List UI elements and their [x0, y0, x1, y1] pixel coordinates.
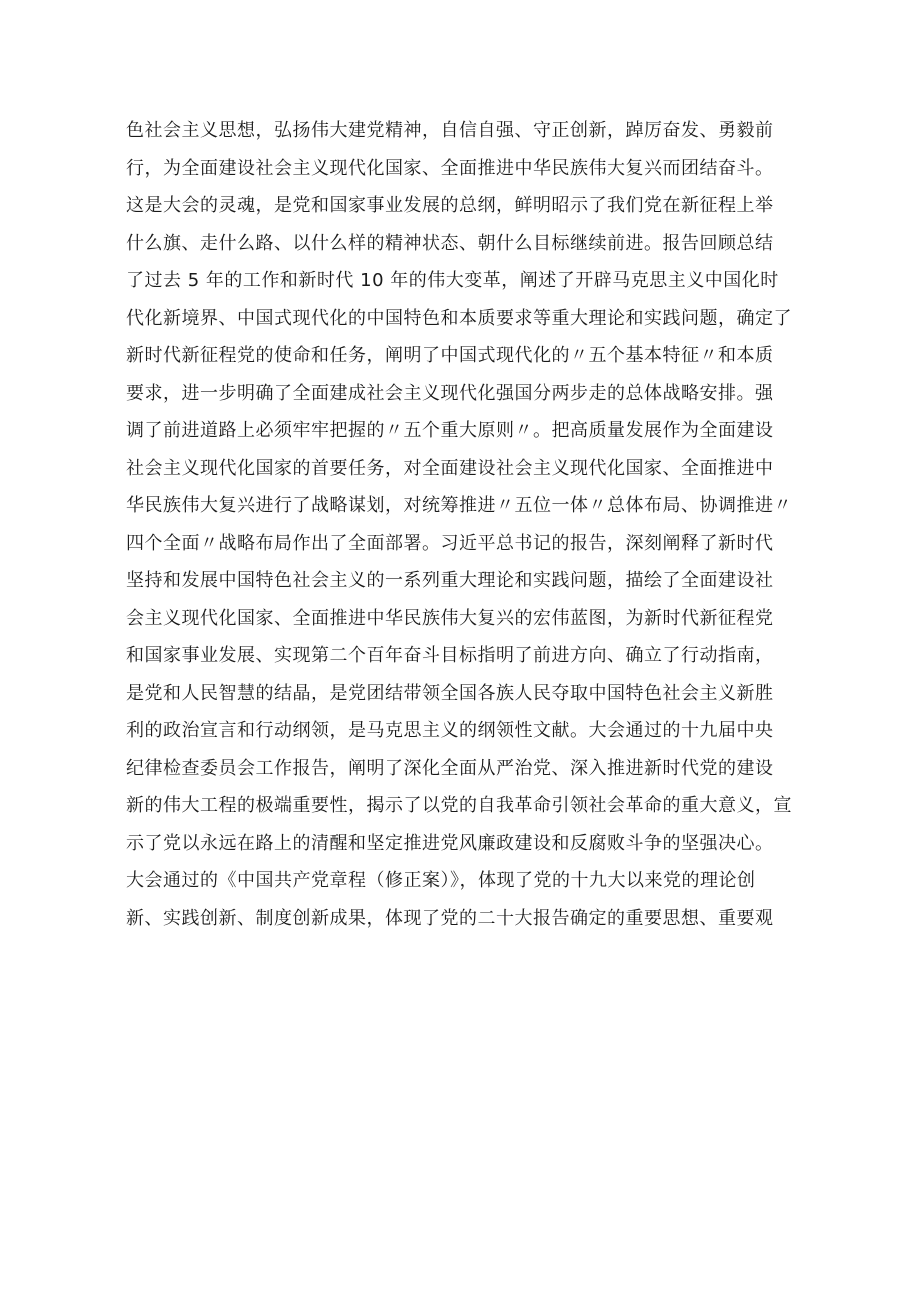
text-line: 色社会主义思想，弘扬伟大建党精神，自信自强、守正创新，踔厉奋发、勇毅前	[126, 120, 774, 141]
text-line: 是党和人民智慧的结晶，是党团结带领全国各族人民夺取中国特色社会主义新胜	[126, 682, 774, 704]
text-line: 新的伟大工程的极端重要性，揭示了以党的自我革命引领社会革命的重大意义，宣	[126, 795, 792, 816]
text-line: 会主义现代化国家、全面推进中华民族伟大复兴的宏伟蓝图，为新时代新征程党	[126, 607, 774, 629]
text-line: 利的政治宣言和行动纲领，是马克思主义的纲领性文献。大会通过的十九届中央	[126, 720, 774, 741]
text-line: 大会通过的《中国共产党章程（修正案）》，体现了党的十九大以来党的理论创	[126, 870, 756, 891]
text-line: 坚持和发展中国特色社会主义的一系列重大理论和实践问题，描绘了全面建设社	[126, 570, 774, 591]
text-line: 代化新境界、中国式现代化的中国特色和本质要求等重大理论和实践问题，确定了	[126, 307, 792, 329]
text-line: 了过去 5 年的工作和新时代 10 年的伟大变革，阐述了开辟马克思主义中国化时	[126, 270, 779, 291]
text-line: 纪律检查委员会工作报告，阐明了深化全面从严治党、深入推进新时代党的建设	[126, 757, 774, 779]
body-text	[126, 112, 806, 937]
text-line: 四个全面〃战略布局作出了全面部署。习近平总书记的报告，深刻阐释了新时代	[126, 532, 774, 554]
text-line: 新时代新征程党的使命和任务，阐明了中国式现代化的〃五个基本特征〃和本质	[126, 345, 774, 366]
text-line: 华民族伟大复兴进行了战略谋划，对统筹推进〃五位一体〃总体布局、协调推进〃	[126, 495, 792, 516]
text-line: 这是大会的灵魂，是党和国家事业发展的总纲，鲜明昭示了我们党在新征程上举	[126, 195, 774, 216]
text-line: 什么旗、走什么路、以什么样的精神状态、朝什么目标继续前进。报告回顾总结	[126, 232, 774, 254]
text-line: 行，为全面建设社会主义现代化国家、全面推进中华民族伟大复兴而团结奋斗。	[126, 157, 774, 179]
text-line: 和国家事业发展、实现第二个百年奋斗目标指明了前进方向、确立了行动指南，	[126, 645, 774, 666]
text-line: 示了党以永远在路上的清醒和坚定推进党风廉政建设和反腐败斗争的坚强决心。	[126, 832, 774, 854]
text-line: 调了前进道路上必须牢牢把握的〃五个重大原则〃。把高质量发展作为全面建设	[126, 420, 774, 441]
text-line: 社会主义现代化国家的首要任务，对全面建设社会主义现代化国家、全面推进中	[126, 457, 774, 479]
text-line: 新、实践创新、制度创新成果，体现了党的二十大报告确定的重要思想、重要观	[126, 907, 774, 929]
text-line: 要求，进一步明确了全面建成社会主义现代化强国分两步走的总体战略安排。强	[126, 382, 774, 404]
